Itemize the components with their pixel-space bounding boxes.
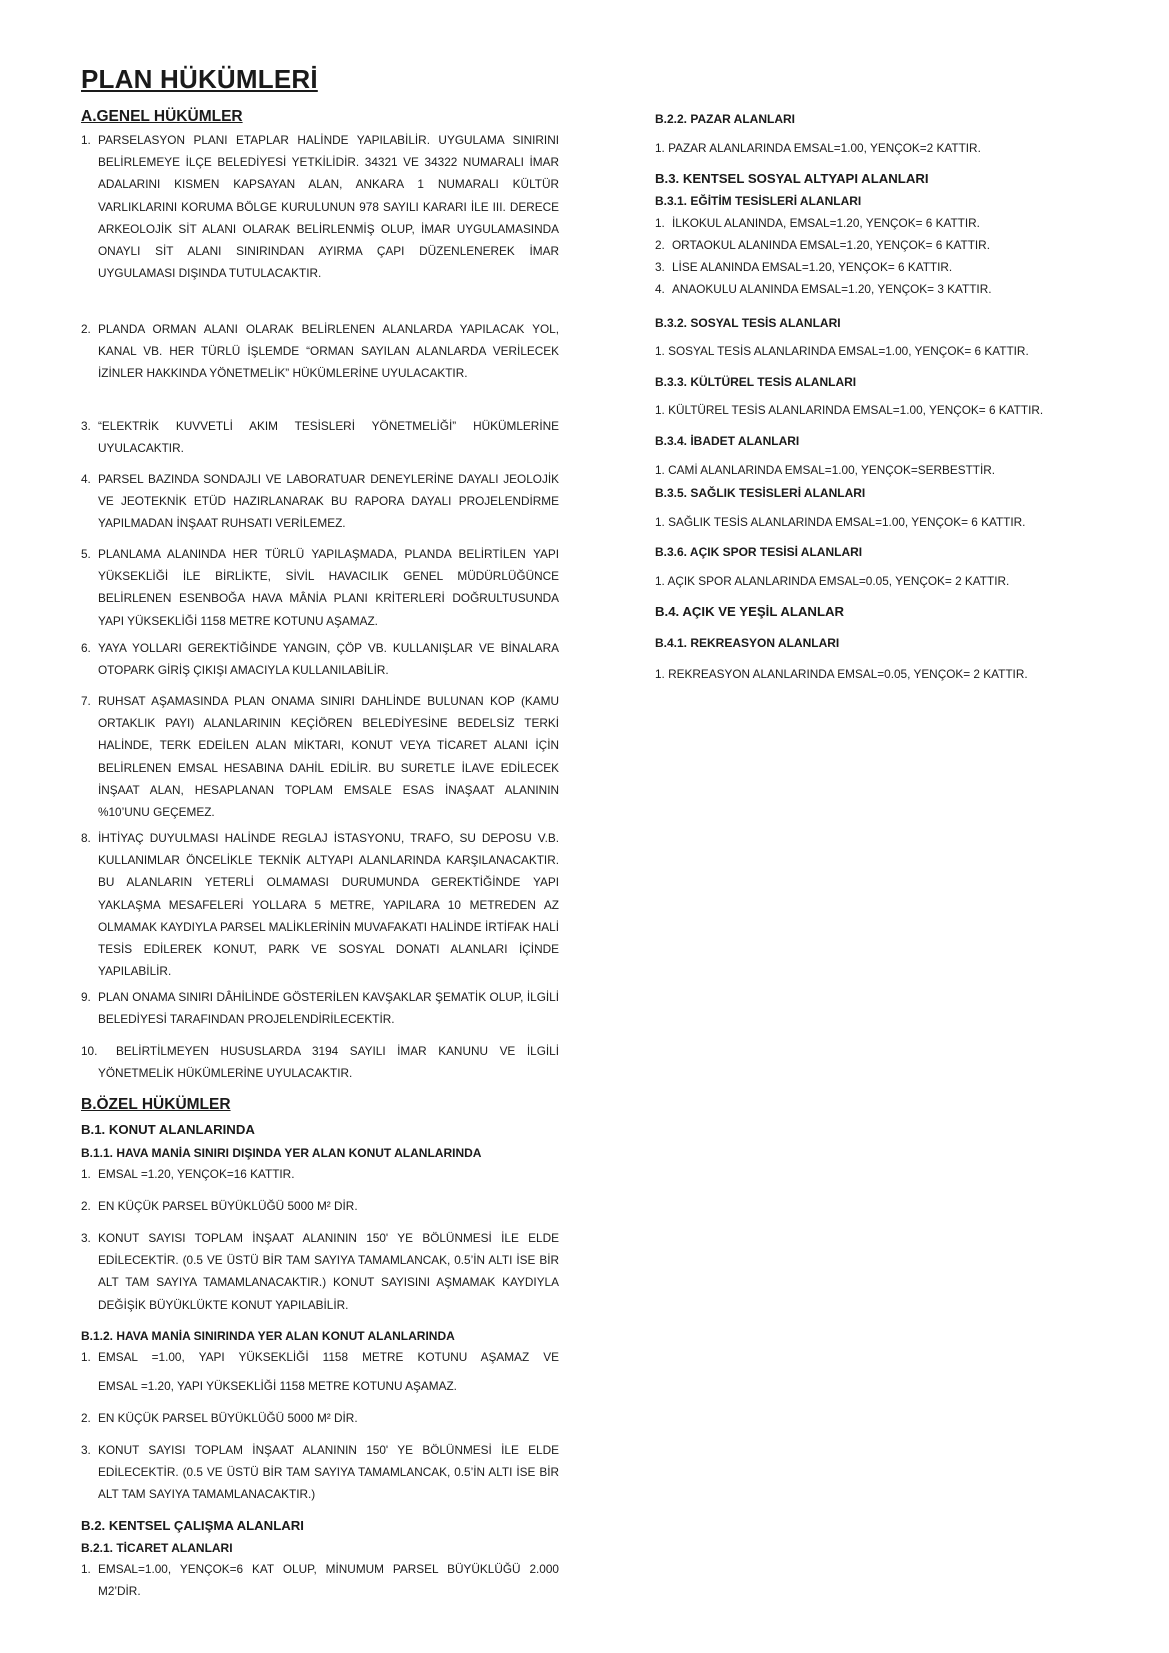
list-item: 1. SOSYAL TESİS ALANLARINDA EMSAL=1.00, YENÇOK= 6 KATTIR.	[655, 344, 1029, 358]
item-text: RUHSAT AŞAMASINDA PLAN ONAMA SINIRI DAHLİNDE BULUNAN KOP (KAMU ORTAKLIK PAYI) ALANLARININ KEÇİÖREN BELEDİYESİNE BEDELSİZ TERKİ HALİNDE, TERK EDEİLEN ALAN MİKTARI, KONUT VEYA TİCARET ALANI İÇİN BELİRLENEN EMSAL HESABINA DAHİL EDİLİR. BU SURETLE İLAVE EDİLECEK İNŞAAT ALAN, HESAPLANAN TOPLAM EMSALE ESAS İNAŞAAT ALANININ %10’UNU GEÇEMEZ.	[98, 694, 559, 820]
list-item: 1. CAMİ ALANLARINDA EMSAL=1.00, YENÇOK=SERBESTTİR.	[655, 463, 996, 477]
list-item: 1. PAZAR ALANLARINDA EMSAL=1.00, YENÇOK=2 KATTIR.	[655, 141, 981, 155]
item-number: 2.	[655, 238, 665, 252]
subsection-heading: B.3.1. EĞİTİM TESİSLERİ ALANLARI	[655, 194, 862, 208]
list-item	[81, 1227, 559, 1316]
item-text: EMSAL =1.00, YAPI YÜKSEKLİĞİ 1158 METRE KOTUNU AŞAMAZ VE	[98, 1350, 559, 1364]
list-item	[655, 278, 1095, 300]
subsection-heading: B.3.5. SAĞLIK TESİSLERİ ALANLARI	[655, 486, 866, 500]
subsection-heading: B.2.2. PAZAR ALANLARI	[655, 112, 796, 126]
list-item	[81, 543, 559, 632]
section-heading-genel: A.GENEL HÜKÜMLER	[81, 108, 243, 125]
list-item	[81, 415, 559, 459]
item-number: 1.	[81, 133, 91, 147]
item-text: ORTAOKUL ALANINDA EMSAL=1.20, YENÇOK= 6 KATTIR.	[672, 238, 990, 252]
subsection-heading: B.1.1. HAVA MANİA SINIRI DIŞINDA YER ALAN KONUT ALANLARINDA	[81, 1146, 482, 1160]
list-item	[655, 234, 1095, 256]
list-item	[81, 986, 559, 1030]
page-title: PLAN HÜKÜMLERİ	[81, 64, 318, 94]
item-number: 6.	[81, 641, 91, 655]
list-item	[81, 637, 559, 681]
item-text: YAYA YOLLARI GEREKTİĞİNDE YANGIN, ÇÖP VB. KULLANIŞLAR VE BİNALARA OTOPARK GİRİŞ ÇIKIŞI AMACIYLA KULLANILABİLİR.	[98, 641, 559, 678]
list-item	[81, 1407, 559, 1429]
item-text: LİSE ALANINDA EMSAL=1.20, YENÇOK= 6 KATTIR.	[672, 260, 953, 274]
item-text: PLANDA ORMAN ALANI OLARAK BELİRLENEN ALANLARDA YAPILACAK YOL, KANAL VB. HER TÜRLÜ İŞLEMDE “ORMAN SAYILAN ALANLARDA VERİLECEK İZİNLER HAKKINDA YÖNETMELİK” HÜKÜMLERİNE UYULACAKTIR.	[98, 322, 559, 381]
list-item	[81, 1558, 559, 1602]
subsection-heading: B.3.6. AÇIK SPOR TESİSİ ALANLARI	[655, 545, 863, 559]
list-item	[81, 690, 559, 823]
item-text: BELİRTİLMEYEN HUSUSLARDA 3194 SAYILI İMAR KANUNU VE İLGİLİ YÖNETMELİK HÜKÜMLERİNE UYULACAKTIR.	[98, 1044, 559, 1081]
item-number: 1.	[81, 1167, 91, 1181]
list-item	[81, 468, 559, 535]
subsection-heading: B.3. KENTSEL SOSYAL ALTYAPI ALANLARI	[655, 171, 929, 186]
list-item: 1. SAĞLIK TESİS ALANLARINDA EMSAL=1.00, YENÇOK= 6 KATTIR.	[655, 515, 1026, 529]
item-text: KONUT SAYISI TOPLAM İNŞAAT ALANININ 150' YE BÖLÜNMESİ İLE ELDE EDİLECEKTİR. (0.5 VE ÜSTÜ BİR TAM SAYIYA TAMAMLANCAK, 0.5’İN ALTI İSE BİR ALT TAM SAYIYA TAMAMLANACAKTIR.) KONUT SAYISINI AŞMAMAK KAYDIYLA DEĞİŞİK BÜYÜKLÜKTE KONUT YAPILABİLİR.	[98, 1231, 559, 1312]
item-text: EMSAL=1.00, YENÇOK=6 KAT OLUP, MİNUMUM PARSEL BÜYÜKLÜĞÜ 2.000 M2’DİR.	[98, 1562, 559, 1599]
list-item: 1. KÜLTÜREL TESİS ALANLARINDA EMSAL=1.00, YENÇOK= 6 KATTIR.	[655, 403, 1044, 417]
item-number: 3.	[81, 1231, 91, 1245]
item-number: 8.	[81, 831, 91, 845]
item-number: 2.	[81, 1199, 91, 1213]
list-item	[81, 1439, 559, 1506]
item-number: 1.	[81, 1350, 91, 1364]
item-number: 4.	[81, 472, 91, 486]
subsection-heading: B.3.2. SOSYAL TESİS ALANLARI	[655, 316, 841, 330]
list-item: 1. REKREASYON ALANLARINDA EMSAL=0.05, YENÇOK= 2 KATTIR.	[655, 667, 1028, 681]
section-heading-ozel: B.ÖZEL HÜKÜMLER	[81, 1096, 231, 1113]
list-item	[81, 129, 559, 284]
item-text: EN KÜÇÜK PARSEL BÜYÜKLÜĞÜ 5000 M² DİR.	[98, 1411, 358, 1425]
list-item: 1. AÇIK SPOR ALANLARINDA EMSAL=0.05, YENÇOK= 2 KATTIR.	[655, 574, 1010, 588]
subsection-heading: B.4. AÇIK VE YEŞİL ALANLAR	[655, 604, 845, 619]
item-text: EMSAL =1.20, YAPI YÜKSEKLİĞİ 1158 METRE KOTUNU AŞAMAZ.	[98, 1379, 457, 1393]
subsection-heading: B.1. KONUT ALANLARINDA	[81, 1122, 255, 1137]
list-item	[81, 1040, 559, 1084]
subsection-heading: B.1.2. HAVA MANİA SINIRINDA YER ALAN KONUT ALANLARINDA	[81, 1329, 455, 1343]
item-number: 3.	[81, 419, 91, 433]
item-text: EN KÜÇÜK PARSEL BÜYÜKLÜĞÜ 5000 M² DİR.	[98, 1199, 358, 1213]
list-item	[81, 1346, 559, 1368]
item-text: PLANLAMA ALANINDA HER TÜRLÜ YAPILAŞMADA, PLANDA BELİRTİLEN YAPI YÜKSEKLİĞİ İLE BİRLİKTE, SİVİL HAVACILIK GENEL MÜDÜRLÜĞÜNCE BELİRLENEN ESENBOĞA HAVA MÂNİA PLANI KRİTERLERİ DOĞRULTUSUNDA YAPI YÜKSEKLİĞİ 1158 METRE KOTUNU AŞAMAZ.	[98, 547, 559, 628]
list-item	[81, 1195, 559, 1217]
list-item	[81, 318, 559, 385]
list-item	[655, 256, 1095, 278]
item-number: 1.	[81, 1562, 91, 1576]
item-number: 1.	[655, 216, 665, 230]
item-text: EMSAL =1.20, YENÇOK=16 KATTIR.	[98, 1167, 295, 1181]
subsection-heading: B.3.3. KÜLTÜREL TESİS ALANLARI	[655, 375, 857, 389]
item-text: PLAN ONAMA SINIRI DÂHİLİNDE GÖSTERİLEN KAVŞAKLAR ŞEMATİK OLUP, İLGİLİ BELEDİYESİ TARAFINDAN PROJELENDİRİLECEKTİR.	[98, 990, 559, 1027]
item-number: 4.	[655, 282, 665, 296]
list-item	[81, 827, 559, 982]
list-item	[81, 1163, 559, 1185]
item-number: 2.	[81, 322, 91, 336]
item-text: İLKOKUL ALANINDA, EMSAL=1.20, YENÇOK= 6 KATTIR.	[672, 216, 980, 230]
item-text: ANAOKULU ALANINDA EMSAL=1.20, YENÇOK= 3 KATTIR.	[672, 282, 992, 296]
item-text: KONUT SAYISI TOPLAM İNŞAAT ALANININ 150' YE BÖLÜNMESİ İLE ELDE EDİLECEKTİR. (0.5 VE ÜSTÜ BİR TAM SAYIYA TAMAMLANCAK, 0.5’İN ALTI İSE BİR ALT TAM SAYIYA TAMAMLANACAKTIR.)	[98, 1443, 559, 1502]
list-item	[655, 212, 1095, 234]
item-number: 5.	[81, 547, 91, 561]
item-number: 3.	[81, 1443, 91, 1457]
item-text: İHTİYAÇ DUYULMASI HALİNDE REGLAJ İSTASYONU, TRAFO, SU DEPOSU V.B. KULLANIMLAR ÖNCELİKLE TEKNİK ALTYAPI ALANLARINDA KARŞILANACAKTIR. BU ALANLARIN YETERLİ OLMAMASI DURUMUNDA GEREKTİĞİNDE YAPI YAKLAŞMA MESAFELERİ YOLLARA 5 METRE, YAPILARA 10 METREDEN AZ OLMAMAK KAYDIYLA PARSEL MALİKLERİNİN MUVAFAKATI HALİNDE İRTİFAK HALİ TESİS EDİLEREK KONUT, PARK VE SOSYAL DONATI ALANLARI İÇİNDE YAPILABİLİR.	[98, 831, 559, 979]
item-number: 7.	[81, 694, 91, 708]
subsection-heading: B.4.1. REKREASYON ALANLARI	[655, 636, 840, 650]
subsection-heading: B.3.4. İBADET ALANLARI	[655, 434, 800, 448]
item-number: 10.	[81, 1044, 98, 1058]
item-text: PARSEL BAZINDA SONDAJLI VE LABORATUAR DENEYLERİNE DAYALI JEOLOJİK VE JEOTEKNİK ETÜD HAZIRLANARAK BU RAPORA DAYALI PROJELENDİRME YAPILMADAN İNŞAAT RUHSATI VERİLEMEZ.	[98, 472, 559, 531]
subsection-heading: B.2.1. TİCARET ALANLARI	[81, 1541, 233, 1555]
item-text: “ELEKTRİK KUVVETLİ AKIM TESİSLERİ YÖNETMELİĞİ” HÜKÜMLERİNE UYULACAKTIR.	[98, 419, 559, 456]
item-number: 3.	[655, 260, 665, 274]
item-number: 2.	[81, 1411, 91, 1425]
list-item	[81, 1375, 559, 1397]
subsection-heading: B.2. KENTSEL ÇALIŞMA ALANLARI	[81, 1518, 304, 1533]
item-text: PARSELASYON PLANI ETAPLAR HALİNDE YAPILABİLİR. UYGULAMA SINIRINI BELİRLEMEYE İLÇE BELEDİYESİ YETKİLİDİR. 34321 VE 34322 NUMARALI İMAR ADALARINI KISMEN KAPSAYAN ALAN, ANKARA 1 NUMARALI KÜLTÜR VARLIKLARINI KORUMA BÖLGE KURULUNUN 978 SAYILI KARARI İLE III. DERECE ARKEOLOJİK SİT ALANI OLARAK BELİRLENMİŞ OLUP, İMAR UYGULAMASINDA ONAYLI SİT ALANI SINIRINDAN AYIRMA ÇAPI DÜZENLENEREK İMAR UYGULAMASI DIŞINDA TUTULACAKTIR.	[98, 133, 559, 281]
item-number: 9.	[81, 990, 91, 1004]
